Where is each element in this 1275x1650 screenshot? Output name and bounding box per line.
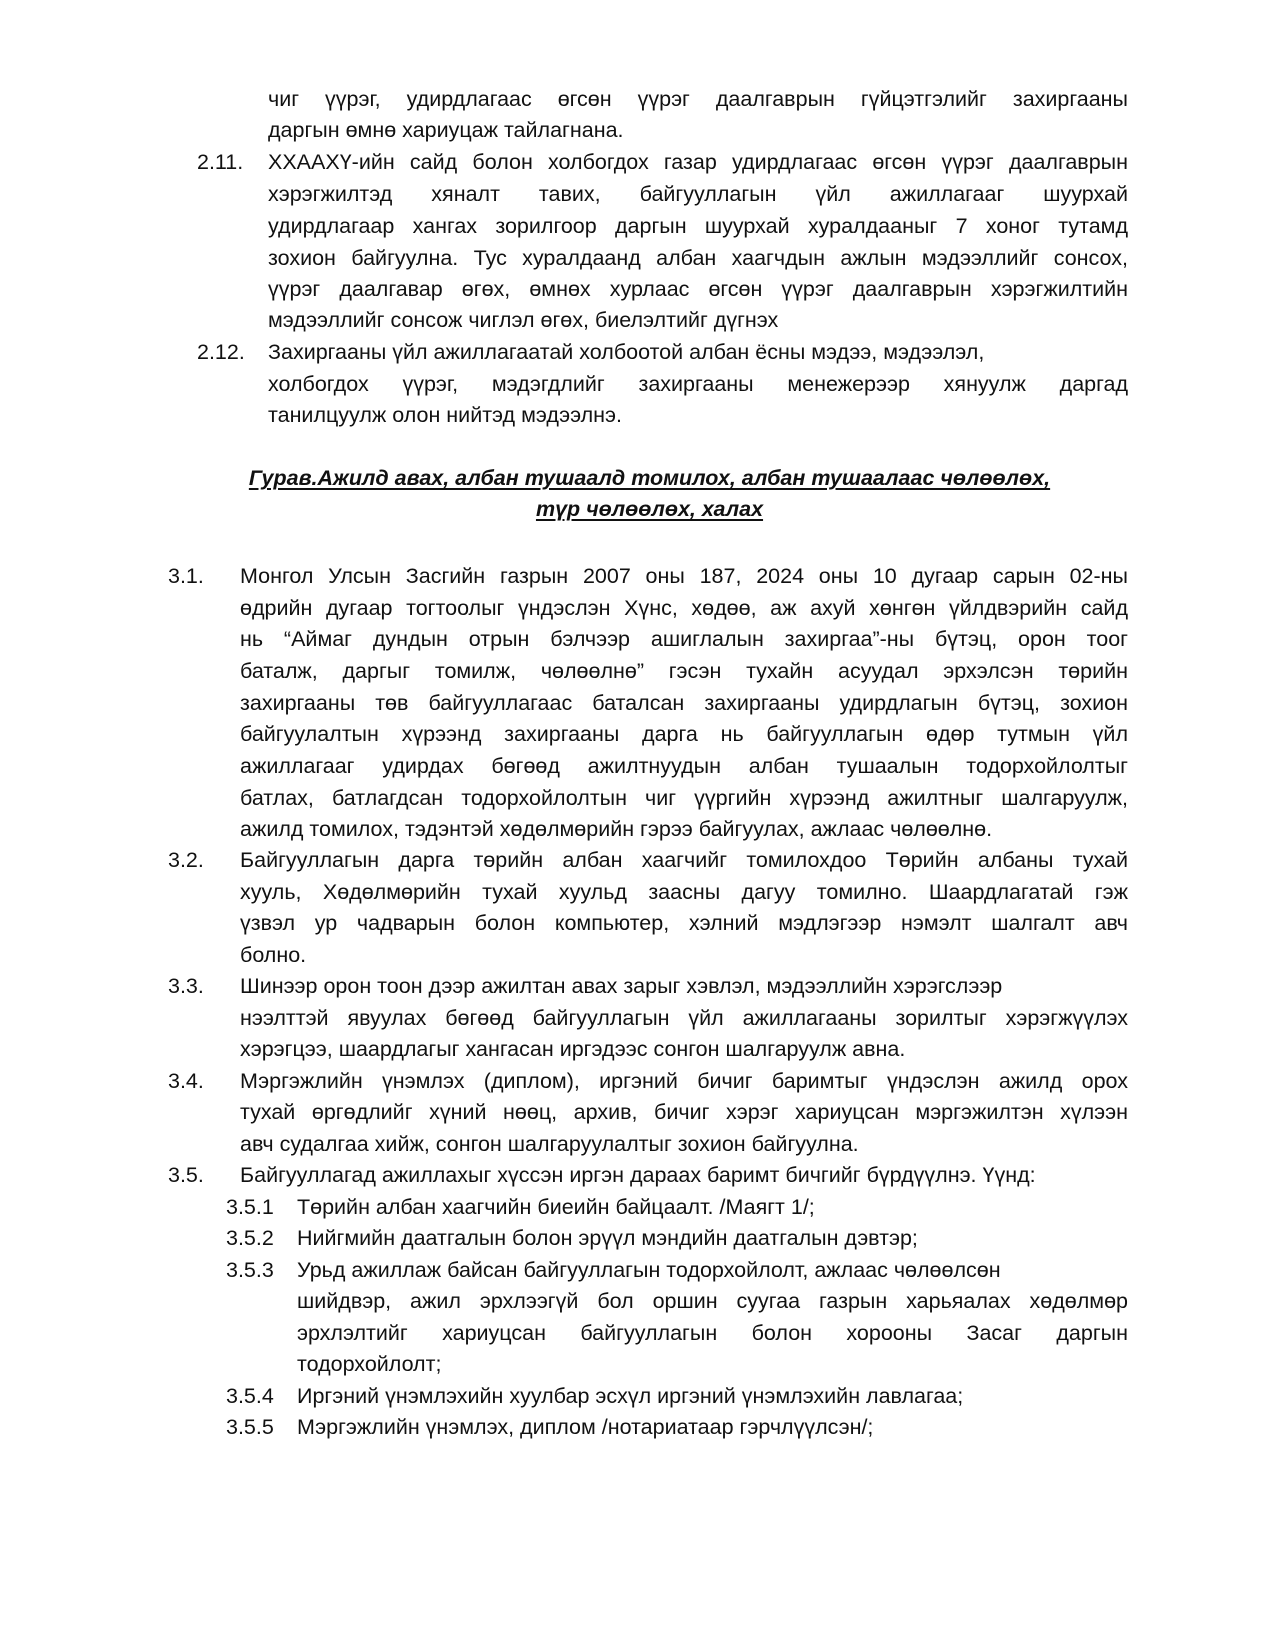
paragraph-line: захиргааны төв байгууллагаас баталсан захиргааны удирдлагын бүтэц, зохион (240, 691, 1128, 715)
subitem-number: 3.5.1 (226, 1195, 274, 1219)
paragraph-line: Байгууллагад ажиллахыг хүссэн иргэн дараах баримт бичгийг бүрдүүлнэ. Үүнд: (240, 1163, 1036, 1187)
item-number: 3.4. (168, 1069, 204, 1093)
paragraph-line: эрхлэлтийг хариуцсан байгууллагын болон хорооны Засаг даргын (297, 1321, 1128, 1345)
paragraph-line: хэрэгцээ, шаардлагыг хангасан иргэдээс сонгон шалгаруулж авна. (240, 1037, 906, 1061)
paragraph-line: болно. (240, 943, 307, 967)
paragraph-line: Төрийн албан хаагчийн биеийн байцаалт. /Маягт 1/; (297, 1195, 815, 1219)
subitem-number: 3.5.2 (226, 1226, 274, 1250)
paragraph-line: ажилд томилох, тэдэнтэй хөдөлмөрийн гэрээ байгуулах, ажлаас чөлөөлнө. (240, 817, 993, 841)
paragraph-line: шийдвэр, ажил эрхлээгүй бол оршин суугаа газрын харьяалах хөдөлмөр (297, 1289, 1128, 1313)
paragraph-line: тухай өргөдлийг хүний нөөц, архив, бичиг хэрэг хариуцсан мэргэжилтэн хүлээн (240, 1100, 1128, 1124)
paragraph-line: батлах, батлагдсан тодорхойлолтын чиг үүргийн хүрээнд ажилтныг шалгаруулж, (240, 786, 1128, 810)
item-number: 3.1. (168, 564, 204, 588)
paragraph-line: удирдлагаар хангах зорилгоор даргын шуурхай хуралдааныг 7 хоног тутамд (268, 214, 1128, 238)
subitem-number: 3.5.4 (226, 1384, 274, 1408)
paragraph-line: үзвэл ур чадварын болон компьютер, хэлний мэдлэгээр нэмэлт шалгалт авч (240, 911, 1128, 935)
paragraph-line: хууль, Хөдөлмөрийн тухай хуульд заасны дагуу томилно. Шаардлагатай гэж (240, 880, 1128, 904)
paragraph-line: Мэргэжлийн үнэмлэх, диплом /нотариатаар гэрчлүүлсэн/; (297, 1415, 874, 1439)
item-number: 2.12. (197, 340, 245, 364)
paragraph-line: Шинээр орон тоон дээр ажилтан авах зарыг хэвлэл, мэдээллийн хэрэгслээр (240, 974, 1003, 998)
paragraph-line: зохион байгуулна. Тус хуралдаанд албан хаагчдын ажлын мэдээллийг сонсох, (268, 246, 1128, 270)
paragraph-line: Урьд ажиллаж байсан байгууллагын тодорхойлолт, ажлаас чөлөөлсөн (297, 1258, 1001, 1282)
item-number: 3.5. (168, 1163, 204, 1187)
section-heading: Гурав.Ажилд авах, албан тушаалд томилох, албан тушаалаас чөлөөлөх, (248, 466, 1051, 490)
paragraph-line: хэрэгжилтэд хяналт тавих, байгууллагын үйл ажиллагааг шуурхай (268, 182, 1128, 206)
paragraph-line: ажиллагааг удирдах бөгөөд ажилтнуудын албан тушаалын тодорхойлолтыг (240, 754, 1128, 778)
paragraph-line: чиг үүрэг, удирдлагаас өгсөн үүрэг даалгаврын гүйцэтгэлийг захиргааны (268, 87, 1128, 111)
paragraph-line: авч судалгаа хийж, сонгон шалгаруулалтыг зохион байгуулна. (240, 1132, 859, 1156)
paragraph-line: Мэргэжлийн үнэмлэх (диплом), иргэний бичиг баримтыг үндэслэн ажилд орох (240, 1069, 1128, 1093)
item-number: 2.11. (197, 150, 244, 174)
paragraph-line: Захиргааны үйл ажиллагаатай холбоотой албан ёсны мэдээ, мэдээлэл, (268, 340, 985, 364)
paragraph-line: баталж, даргыг томилж, чөлөөлнө” гэсэн тухайн асуудал эрхэлсэн төрийн (240, 659, 1128, 683)
subitem-number: 3.5.3 (226, 1258, 274, 1282)
paragraph-line: нээлттэй явуулах бөгөөд байгууллагын үйл ажиллагааны зорилтыг хэрэгжүүлэх (240, 1006, 1128, 1030)
section-heading: түр чөлөөлөх, халах (535, 497, 764, 521)
paragraph-line: мэдээллийг сонсож чиглэл өгөх, биелэлтийг дүгнэх (268, 308, 779, 332)
paragraph-line: даргын өмнө хариуцаж тайлагнана. (268, 118, 624, 142)
paragraph-line: Нийгмийн даатгалын болон эрүүл мэндийн даатгалын дэвтэр; (297, 1226, 918, 1250)
paragraph-line: танилцуулж олон нийтэд мэдээлнэ. (268, 403, 622, 427)
paragraph-line: үүрэг даалгавар өгөх, өмнөх хурлаас өгсөн үүрэг даалгаврын хэрэгжилтийн (268, 277, 1128, 301)
paragraph-line: Монгол Улсын Засгийн газрын 2007 оны 187, 2024 оны 10 дугаар сарын 02-ны (240, 564, 1128, 588)
paragraph-line: Иргэний үнэмлэхийн хуулбар эсхүл иргэний үнэмлэхийн лавлагаа; (297, 1384, 964, 1408)
paragraph-line: тодорхойлолт; (297, 1352, 442, 1376)
subitem-number: 3.5.5 (226, 1415, 274, 1439)
paragraph-line: өдрийн дугаар тогтоолыг үндэслэн Хүнс, хөдөө, аж ахуй хөнгөн үйлдвэрийн сайд (240, 596, 1128, 620)
paragraph-line: ХХААХҮ-ийн сайд болон холбогдох газар удирдлагаас өгсөн үүрэг даалгаврын (268, 150, 1128, 174)
paragraph-line: холбогдох үүрэг, мэдэгдлийг захиргааны менежерээр хянуулж даргад (268, 372, 1128, 396)
paragraph-line: нь “Аймаг дундын отрын бэлчээр ашиглалын захиргаа”-ны бүтэц, орон тоог (240, 627, 1128, 651)
paragraph-line: байгуулалтын хүрээнд захиргааны дарга нь байгууллагын өдөр тутмын үйл (240, 722, 1128, 746)
paragraph-line: Байгууллагын дарга төрийн албан хаагчийг томилохдоо Төрийн албаны тухай (240, 848, 1128, 872)
item-number: 3.2. (168, 848, 204, 872)
item-number: 3.3. (168, 974, 204, 998)
